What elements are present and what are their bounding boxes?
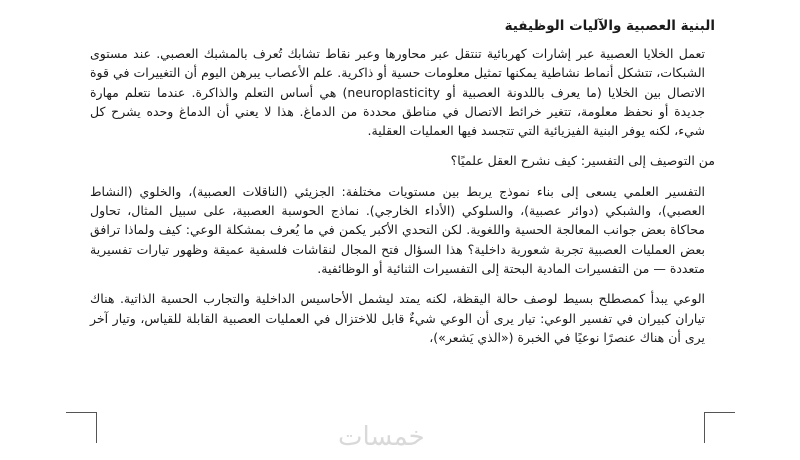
document-body — [90, 16, 715, 358]
section-subheading: من التوصيف إلى التفسير: كيف نشرح العقل علميًا؟ — [450, 153, 715, 169]
crop-mark-bottom-left — [66, 412, 97, 443]
paragraph-neural-structure: تعمل الخلايا العصبية عبر إشارات كهربائية تنتقل عبر محاورها وعبر نقاط تشابك تُعرف بالمشبك العصبي. عند مستوى الشبكات، تتشكل أنماط نشاطية يمكنها تمثيل معلومات حسية أو ذاكرية. علم الأعصاب يبرهن اليوم أن التغييرات في قوة الاتصال بين الخلايا (ما يعرف باللدونة العصبية أو neuroplasticity) هي أساس التعلم والذاكرة. عندما نتعلم مهارة جديدة أو نحفظ معلومة، تتغير خرائط الاتصال في مناطق محددة من الدماغ. هذا لا يعني أن الدماغ وحده يشرح كل شيء، لكنه يوفر البنية الفيزيائية التي تتجسد فيها العمليات العقلية. — [90, 46, 705, 139]
paragraph-consciousness: الوعي يبدأ كمصطلح بسيط لوصف حالة اليقظة، لكنه يمتد ليشمل الأحاسيس الداخلية والتجارب الحسية الذاتية. هناك تياران كبيران في تفسير الوعي: تيار يرى أن الوعي شيءٌ قابل للاختزال في العمليات العصبية القابلة للقياس، وتيار آخر يرى أن هناك عنصرًا نوعيًا في الخبرة («الذي يَشعر»)، — [90, 291, 705, 345]
crop-mark-bottom-right — [704, 412, 735, 443]
paragraph-scientific-explanation: التفسير العلمي يسعى إلى بناء نموذج يربط بين مستويات مختلفة: الجزيئي (الناقلات العصبية)، والخلوي (النشاط العصبي)، والشبكي (دوائر عصبية)، والسلوكي (الأداء الخارجي). نماذج الحوسبة العصبية، على سبيل المثال، تحاول محاكاة بعض جوانب المعالجة الحسية واللغوية. لكن التحدي الأكبر يكمن في ما يُعرف بمشكلة الوعي: كيف ولماذا ترافق بعض العمليات العصبية تجربة شعورية داخلية؟ هذا السؤال فتح المجال لنقاشات فلسفية عميقة وظهور تيارات تفسيرية متعددة — من التفسيرات المادية البحتة إلى التفسيرات الثنائية أو الوظائفية. — [90, 183, 705, 276]
watermark-logo: خمسات — [338, 422, 425, 452]
section-heading: البنية العصبية والآليات الوظيفية — [504, 18, 715, 34]
